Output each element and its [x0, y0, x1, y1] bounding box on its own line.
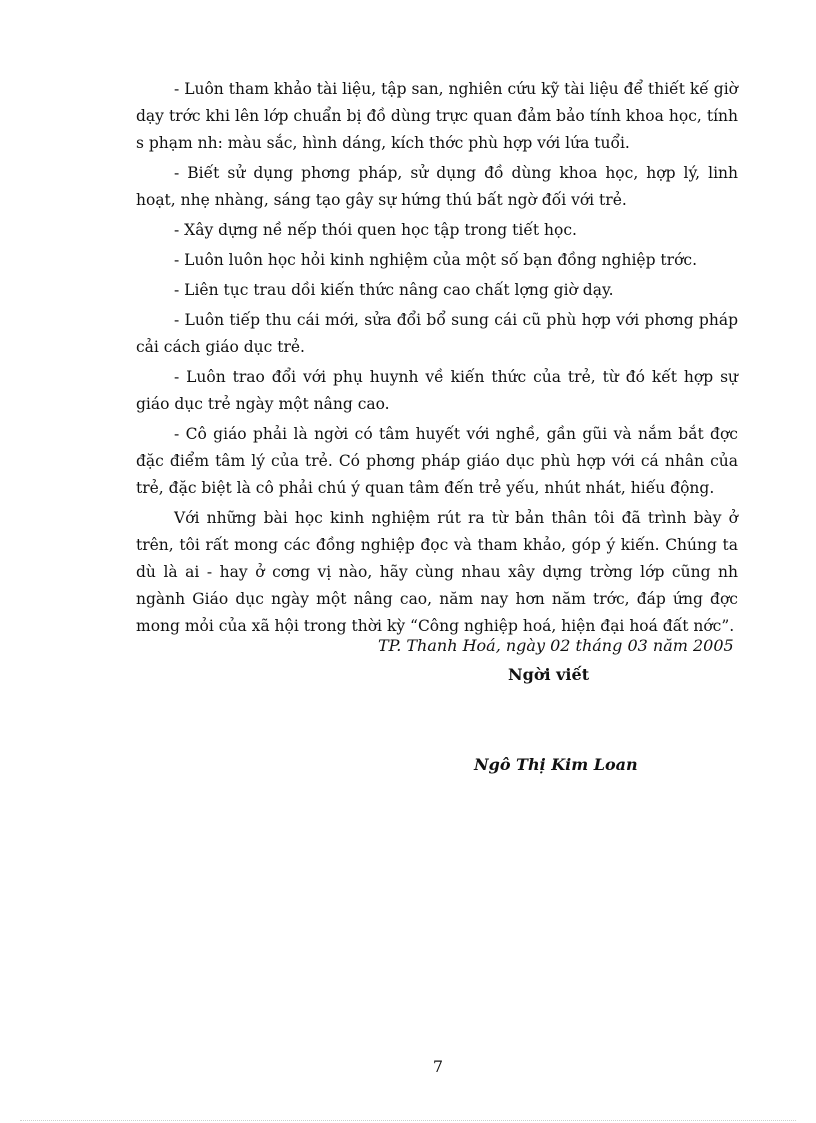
place-date: TP. Thanh Hoá, ngày 02 tháng 03 năm 2005	[378, 636, 734, 655]
paragraph-1: - Luôn tham khảo tài liệu, tập san, nghiên cứu kỹ tài liệu để thiết kế giờ dạy trớc khi lên lớp chuẩn bị đồ dùng trực quan đảm bảo tính khoa học, tính s phạm nh: màu sắc, hình dáng, kích thớc phù hợp với lứa tuổi.	[136, 80, 738, 152]
author-name: Ngô Thị Kim Loan	[474, 755, 638, 774]
paragraph-4: - Luôn luôn học hỏi kinh nghiệm của một số bạn đồng nghiệp trớc.	[174, 251, 698, 269]
paragraph-conclusion: Với những bài học kinh nghiệm rút ra từ bản thân tôi đã trình bày ở trên, tôi rất mong các đồng nghiệp đọc và tham khảo, góp ý kiến. Chúng ta dù là ai - hay ở cơng vị nào, hãy cùng nhau xây dựng trờng lớp cũng nh ngành Giáo dục ngày một nâng cao, năm nay hơn năm trớc, đáp ứng đợc mong mỏi của xã hội trong thời kỳ “Công nghiệp hoá, hiện đại hoá đất nớc”.	[136, 509, 738, 635]
paragraph-2: - Biết sử dụng phơng pháp, sử dụng đồ dùng khoa học, hợp lý, linh hoạt, nhẹ nhàng, sáng tạo gây sự hứng thú bất ngờ đối với trẻ.	[136, 164, 738, 209]
body-text	[136, 76, 738, 643]
author-label: Ngời viết	[508, 665, 590, 684]
paragraph-5: - Liên tục trau dồi kiến thức nâng cao chất lợng giờ dạy.	[174, 281, 614, 299]
paragraph-7: - Luôn trao đổi với phụ huynh về kiến thức của trẻ, từ đó kết hợp sự giáo dục trẻ ngày một nâng cao.	[136, 368, 738, 413]
paragraph-8: - Cô giáo phải là ngời có tâm huyết với nghề, gần gũi và nắm bắt đợc đặc điểm tâm lý của trẻ. Có phơng pháp giáo dục phù hợp với cá nhân của trẻ, đặc biệt là cô phải chú ý quan tâm đến trẻ yếu, nhút nhát, hiếu động.	[136, 425, 738, 497]
footer-divider	[20, 1120, 796, 1121]
paragraph-3: - Xây dựng nề nếp thói quen học tập trong tiết học.	[174, 221, 577, 239]
page-number: 7	[432, 1057, 444, 1076]
paragraph-6: - Luôn tiếp thu cái mới, sửa đổi bổ sung cái cũ phù hợp với phơng pháp cải cách giáo dục trẻ.	[136, 311, 738, 356]
